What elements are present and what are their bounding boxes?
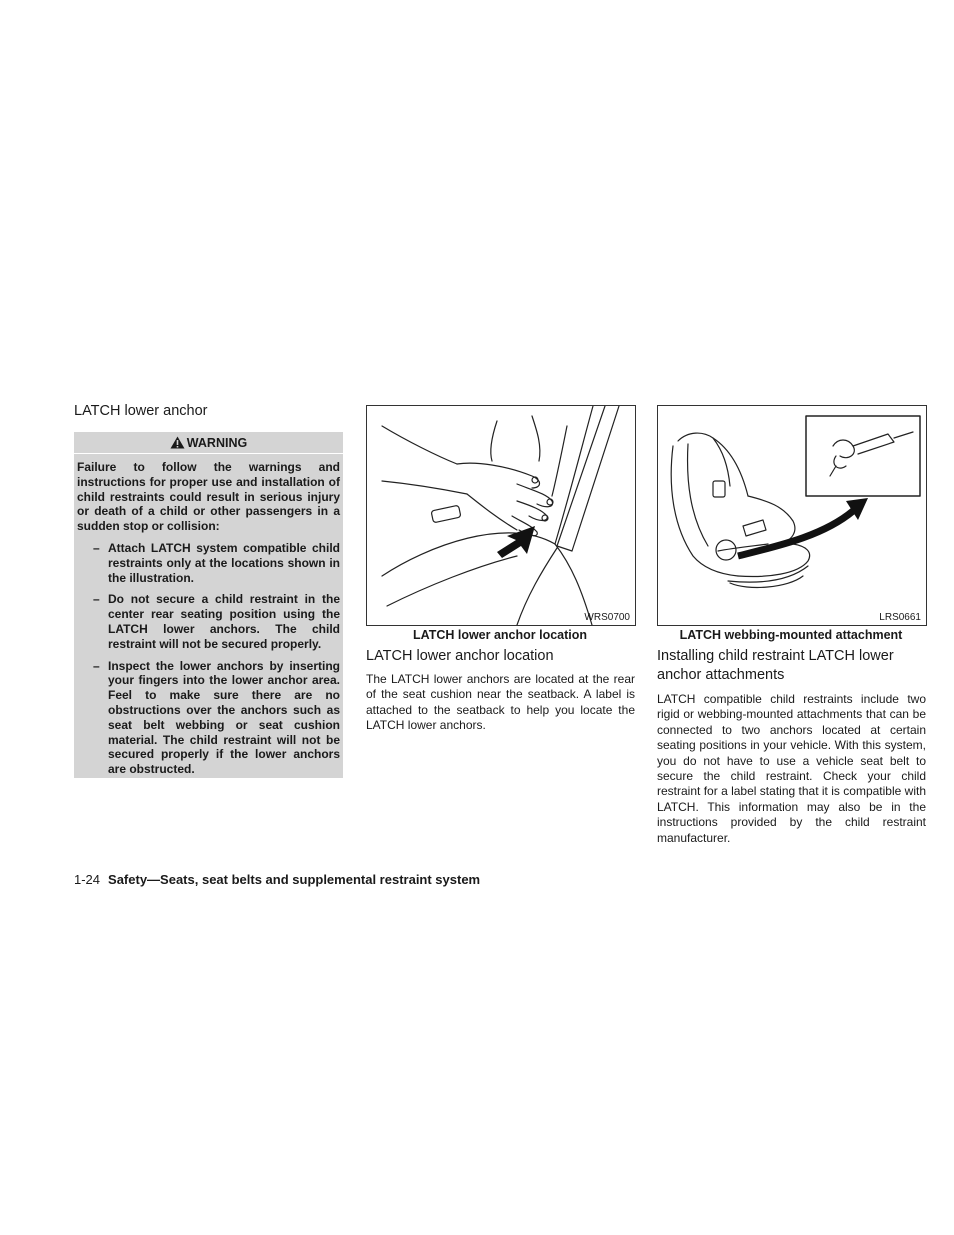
warning-item: – Do not secure a child restraint in the center rear seating position using the LATCH lower anchors. The child restraint will not be secured properly. <box>77 592 340 651</box>
latch-webbing-figure <box>657 405 927 626</box>
page-footer <box>74 872 480 887</box>
warning-heading <box>74 432 343 454</box>
latch-lower-anchor-title: LATCH lower anchor <box>74 403 208 419</box>
warning-item: – Attach LATCH system compatible child restraints only at the locations shown in the illustration. <box>77 541 340 585</box>
figure-code: LRS0661 <box>879 612 921 623</box>
figure-caption: LATCH lower anchor location <box>412 628 588 642</box>
warning-intro: Failure to follow the warnings and instructions for proper use and installation of child restraints could result in serious injury or death of a child or other passengers in a sudden stop or collision: <box>77 460 340 534</box>
warning-heading-text: WARNING <box>186 435 248 450</box>
footer-section-title: Safety—Seats, seat belts and supplemental restraint system <box>108 872 481 887</box>
latch-lower-anchor-figure <box>366 405 636 626</box>
warning-item: – Inspect the lower anchors by inserting your fingers into the lower anchor area. Feel to make sure there are no obstructions over the anchors such as seat belt webbing or seat cushion material. The child restraint will not be secured properly if the lower anchors are obstructed. <box>77 659 340 777</box>
section-title: LATCH lower anchor location <box>366 648 554 664</box>
warning-box <box>74 432 343 778</box>
section-title: Installing child restraint LATCH lower anchor attachments <box>657 648 894 683</box>
body-paragraph: The LATCH lower anchors are located at the rear of the seat cushion near the seatback. A label is attached to the seatback to help you locate the LATCH lower anchors. <box>366 672 635 733</box>
figure-code: WRS0700 <box>584 612 630 623</box>
page-number: 1-24 <box>74 872 101 887</box>
body-paragraph: LATCH compatible child restraints include two rigid or webbing-mounted attachments that can be connected to two anchors located at certain seating positions in your vehicle. With this system, you do not have to use a vehicle seat belt to secure the child restraint. Check your child restraint for a label stating that it is compatible with LATCH. This information may also be in the instructions provided by the child restraint manufacturer. <box>657 692 926 845</box>
warning-list <box>77 541 340 777</box>
seat-illustration <box>658 406 926 625</box>
warning-triangle-icon <box>170 436 185 449</box>
figure-caption: LATCH webbing-mounted attachment <box>679 628 903 642</box>
hand-illustration <box>367 406 635 625</box>
